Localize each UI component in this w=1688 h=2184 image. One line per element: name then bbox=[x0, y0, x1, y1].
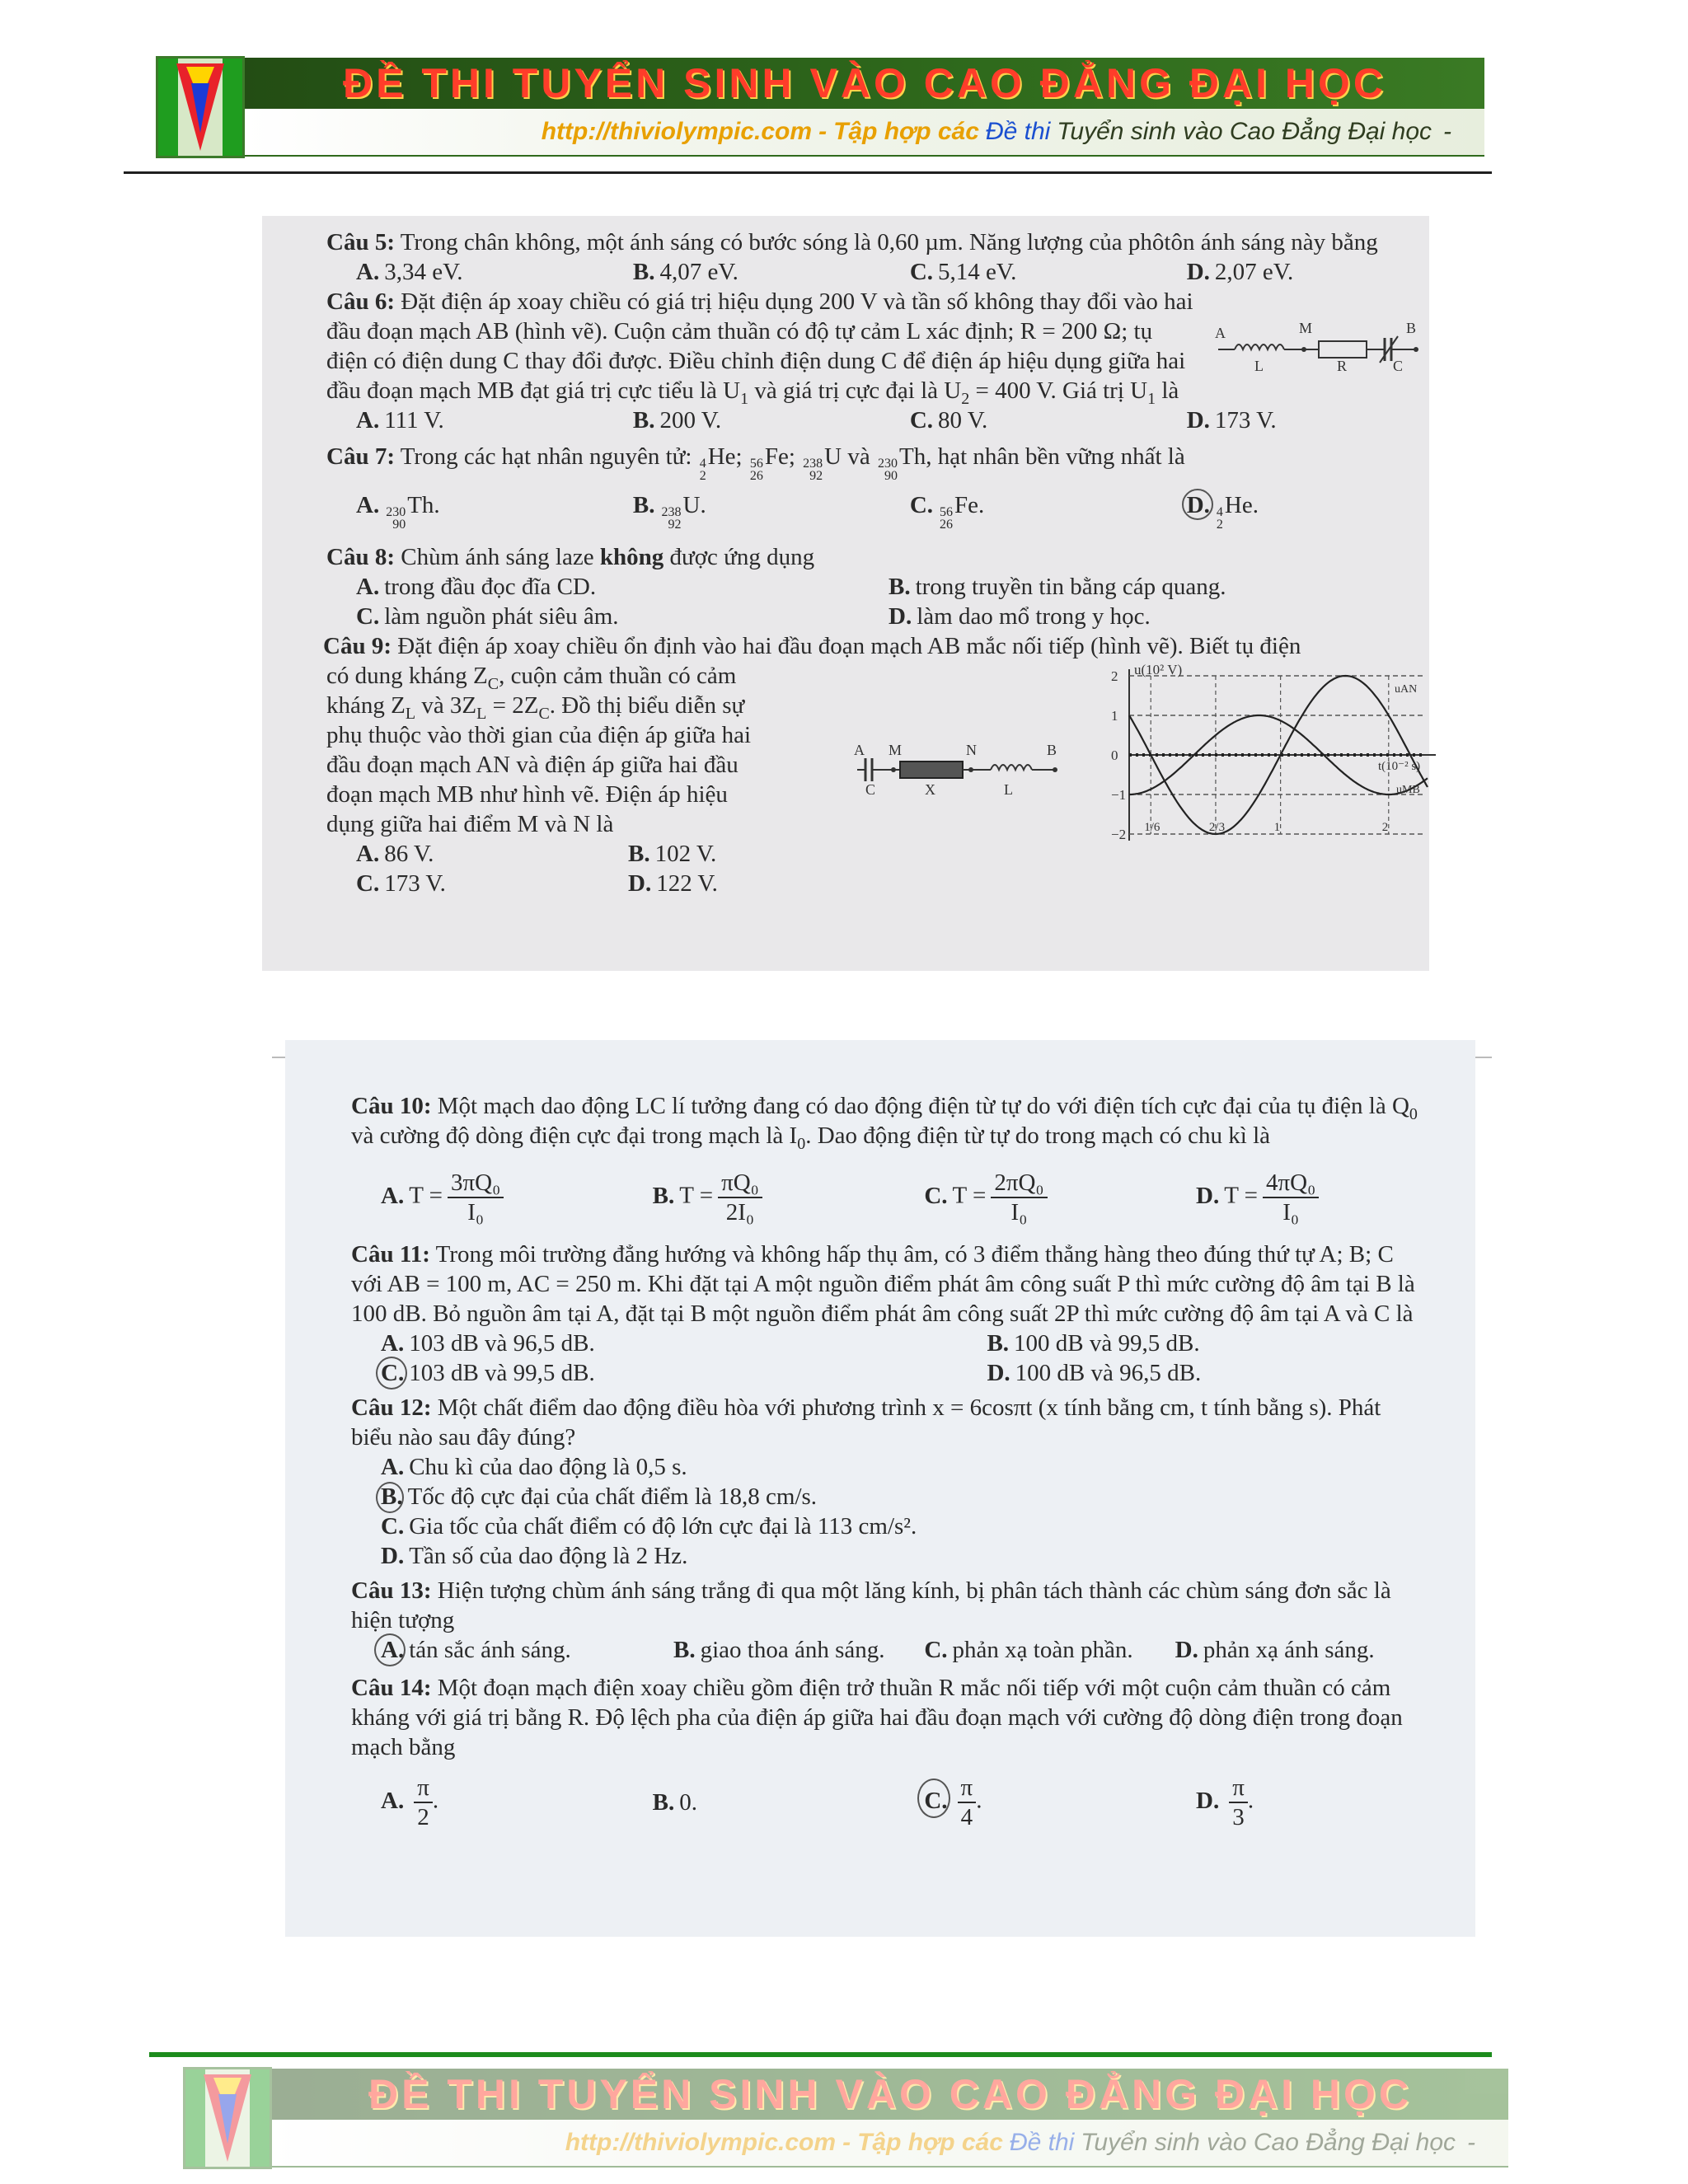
svg-text:R: R bbox=[1337, 358, 1348, 374]
site-url-link[interactable]: http://thiviolympic.com bbox=[541, 118, 813, 145]
question-8-options-row1 bbox=[326, 572, 1421, 602]
option-d[interactable]: D. 173 V. bbox=[1186, 407, 1277, 434]
option-b[interactable]: B. giao thoa ánh sáng. bbox=[673, 1637, 885, 1663]
option-b[interactable]: B. trong truyền tin bằng cáp quang. bbox=[889, 574, 1226, 600]
option-a[interactable]: A. trong đầu đọc đĩa CD. bbox=[356, 574, 597, 600]
option-b[interactable]: B. T = $\frac{\text{πQ₀}}{\text{2I₀}}$ bbox=[653, 1169, 925, 1226]
footer-title: ĐỀ THI TUYỂN SINH VÀO CAO ĐẲNG ĐẠI HỌC bbox=[272, 2069, 1508, 2120]
option-a[interactable]: A. 111 V. bbox=[356, 407, 444, 434]
svg-text:L: L bbox=[1004, 781, 1013, 798]
option-a[interactable]: A. 86 V. bbox=[356, 841, 434, 867]
x-tick-label: 2 bbox=[1381, 821, 1389, 834]
y-tick-label: 2 bbox=[1111, 668, 1118, 684]
option-d[interactable]: D. làm dao mổ trong y học. bbox=[889, 603, 1151, 630]
y-tick-label: −2 bbox=[1111, 827, 1127, 842]
question-8: Câu 8: Chùm ánh sáng laze không được ứng dụng A. trong đầu đọc đĩa CD. B. trong truyền tin bằng cáp quang. C. làm nguồn phát siêu âm. D. làm dao mổ trong y học. bbox=[326, 542, 1421, 631]
question-9-text: có dung kháng $Z_C$, cuộn cảm thuần có cảm kháng $Z_L$ và $3Z_L = 2Z_C$. Đồ thị biểu diễn sự phụ thuộc vào thời gian của điện áp giữa hai đầu đoạn mạch AN và điện áp giữa hai đầu đoạn mạch MB như hình vẽ. Điện áp hiệu dụng giữa hai điểm M và N là bbox=[326, 663, 752, 837]
voltage-time-graph bbox=[1098, 661, 1444, 859]
footer-subtitle: http://thiviolympic.com - Tập hợp các Đề thi Tuyển sinh vào Cao Đẳng Đại học - bbox=[272, 2120, 1508, 2168]
question-8-options-row2 bbox=[326, 602, 1421, 631]
option-b[interactable]: B. 200 V. bbox=[632, 407, 722, 434]
svg-text:L: L bbox=[1254, 358, 1264, 374]
question-9-options-row1 bbox=[326, 839, 851, 869]
question-13: Câu 13: Hiện tượng chùm ánh sáng trắng đi qua một lăng kính, bị phân tách thành các chùm sáng đơn sắc là hiện tượng A. tán sắc ánh sáng. B. giao thoa ánh sáng. C. phản xạ toàn phần. D. phản xạ ánh sáng. bbox=[351, 1576, 1426, 1665]
option-c[interactable]: C. 80 V. bbox=[909, 407, 988, 434]
svg-text:M: M bbox=[889, 742, 903, 758]
footer-url-link[interactable]: http://thiviolympic.com bbox=[565, 2129, 837, 2156]
footer-logo bbox=[183, 2067, 272, 2169]
option-a[interactable]: A. Chu kì của dao động là 0,5 s. bbox=[381, 1454, 687, 1480]
y-tick-label: 0 bbox=[1111, 748, 1118, 763]
question-9-options-row2 bbox=[326, 869, 851, 898]
answer-mark bbox=[376, 1357, 407, 1390]
answer-mark bbox=[374, 1633, 406, 1666]
question-14: Câu 14: Một đoạn mạch điện xoay chiều gồm điện trở thuần R mắc nối tiếp với một cuộn cảm thuần có cảm kháng với giá trị bằng R. Độ lệch pha của điện áp giữa hai đầu đoạn mạch với cường độ dòng điện trong đoạn mạch bằng A. $\frac{\pi}{2}$ . B. 0. C. $\frac{\pi}{4}$ . D. $\frac{\pi}{3}$ . bbox=[351, 1673, 1426, 1831]
option-c[interactable]: C. 173 V. bbox=[356, 870, 446, 897]
option-b[interactable]: B. 4,07 eV. bbox=[632, 259, 738, 285]
question-5: Câu 5: Trong chân không, một ánh sáng có bước sóng là 0,60 µm. Năng lượng của phôtôn ánh sáng này bằng A. 3,34 eV. B. 4,07 eV. C. 5,14 eV. D. 2,07 eV. bbox=[326, 227, 1421, 287]
svg-text:C: C bbox=[1393, 358, 1404, 374]
x-axis-label: t(10⁻² s) bbox=[1378, 760, 1421, 773]
question-7-options bbox=[326, 490, 1421, 531]
option-d[interactable]: D. phản xạ ánh sáng. bbox=[1175, 1637, 1375, 1663]
option-b[interactable]: B. 0. bbox=[652, 1789, 698, 1816]
option-a[interactable]: A. T = $\frac{\text{3πQ₀}}{\text{I₀}}$ bbox=[381, 1169, 653, 1226]
banner-title: ĐỀ THI TUYỂN SINH VÀO CAO ĐẲNG ĐẠI HỌC bbox=[245, 58, 1484, 109]
svg-text:C: C bbox=[865, 781, 876, 798]
series-label-uAN: uAN bbox=[1395, 683, 1418, 696]
option-c[interactable]: C. phản xạ toàn phần. bbox=[924, 1637, 1133, 1663]
option-a[interactable]: A. 103 dB và 96,5 dB. bbox=[381, 1330, 595, 1357]
question-10: Câu 10: Một mạch dao động LC lí tưởng đang có dao động điện từ tự do với điện tích cực đại của tụ điện là $Q_0$ và cường độ dòng điện cực đại trong mạch là $I_0$. Dao động điện từ tự do trong mạch có chu kì là A. T = $\frac{\text{3πQ₀}}{\text{I₀}}$ B. T = $\frac{\text{πQ₀}}{\text{2I₀}}$ C. T = $\frac{\text{2πQ₀}}{\text{I₀}}$ D. T = $\frac{\text{4πQ₀}}{\text{I₀}}$ bbox=[351, 1091, 1426, 1226]
question-12: Câu 12: Một chất điểm dao động điều hòa với phương trình x = 6cosπt (x tính bằng cm, t tính bằng s). Phát biểu nào sau đây đúng? A. Chu kì của dao động là 0,5 s. B. Tốc độ cực đại của chất điểm là 18,8 cm/s. C. Gia tốc của chất điểm có độ lớn cực đại là 113 cm/s². D. Tần số của dao động là 2 Hz. bbox=[351, 1393, 1426, 1571]
option-a[interactable]: A. tán sắc ánh sáng. bbox=[381, 1635, 673, 1665]
option-d[interactable]: D. T = $\frac{\text{4πQ₀}}{\text{I₀}}$ bbox=[1196, 1169, 1468, 1226]
option-a[interactable]: A. 3,34 eV. bbox=[356, 259, 463, 285]
option-a[interactable]: A. 230 90 Th. bbox=[356, 492, 440, 532]
circuit-diagram-q6 bbox=[1215, 320, 1421, 386]
site-logo bbox=[156, 56, 245, 158]
series-label-uMB: uMB bbox=[1396, 784, 1420, 796]
question-6-options bbox=[326, 405, 1421, 435]
option-a[interactable]: A. $\frac{\pi}{2}$ . bbox=[381, 1774, 439, 1830]
svg-text:B: B bbox=[1047, 742, 1057, 758]
question-11: Câu 11: Trong môi trường đẳng hướng và không hấp thụ âm, có 3 điểm thẳng hàng theo đúng thứ tự A; B; C với AB = 100 m, AC = 250 m. Khi đặt tại A một nguồn điểm phát âm công suất P thì mức cường độ âm tại B là 100 dB. Bỏ nguồn âm tại A, đặt tại B một nguồn điểm phát âm công suất 2P thì mức cường độ âm tại A và C là A. 103 dB và 96,5 dB. B. 100 dB và 99,5 dB. C. 103 dB và 99,5 dB. D. 100 dB và 96,5 dB. bbox=[351, 1240, 1426, 1388]
option-d[interactable]: D. 122 V. bbox=[628, 870, 718, 897]
svg-text:N: N bbox=[966, 742, 977, 758]
svg-text:B: B bbox=[1406, 320, 1417, 336]
option-b[interactable]: B. 102 V. bbox=[628, 841, 717, 867]
scanned-page-2 bbox=[285, 1040, 1475, 1937]
option-c[interactable]: C. 56 26 Fe. bbox=[909, 492, 985, 532]
banner-subtitle: http://thiviolympic.com - Tập hợp các Đề thi Tuyển sinh vào Cao Đẳng Đại học - bbox=[245, 109, 1484, 157]
question-13-options bbox=[351, 1635, 1426, 1665]
header-banner bbox=[149, 49, 1484, 165]
svg-text:X: X bbox=[925, 781, 935, 798]
option-c[interactable]: C. 5,14 eV. bbox=[909, 259, 1017, 285]
footer-divider bbox=[149, 2052, 1492, 2057]
y-tick-label: 1 bbox=[1111, 708, 1118, 724]
answer-mark bbox=[1182, 489, 1213, 520]
question-5-options bbox=[326, 257, 1421, 287]
x-tick-label: 1 bbox=[1273, 821, 1281, 834]
option-b[interactable]: B. 238 92 U. bbox=[632, 492, 706, 532]
footer-banner bbox=[176, 2060, 1508, 2176]
circuit-diagram-q9 bbox=[854, 730, 1068, 813]
option-d[interactable]: D. 2,07 eV. bbox=[1186, 259, 1294, 285]
question-11-options-row1 bbox=[351, 1329, 1426, 1358]
svg-text:M: M bbox=[1299, 320, 1313, 336]
x-tick-label: 2/3 bbox=[1208, 821, 1226, 834]
option-c[interactable]: C. T = $\frac{\text{2πQ₀}}{\text{I₀}}$ bbox=[924, 1169, 1196, 1226]
x-tick-label: 1/6 bbox=[1144, 821, 1160, 834]
question-11-options-row2 bbox=[351, 1358, 1426, 1388]
option-d[interactable]: D. $\frac{\pi}{3}$ . bbox=[1196, 1774, 1254, 1830]
header-divider bbox=[124, 171, 1492, 174]
option-b[interactable]: B. 100 dB và 99,5 dB. bbox=[987, 1330, 1200, 1357]
option-d[interactable]: D. Tần số của dao động là 2 Hz. bbox=[381, 1543, 688, 1569]
svg-text:A: A bbox=[854, 742, 865, 758]
question-12-options bbox=[351, 1452, 1426, 1571]
option-c[interactable]: C. làm nguồn phát siêu âm. bbox=[356, 603, 619, 630]
question-10-options bbox=[351, 1169, 1426, 1226]
question-7: Câu 7: Trong các hạt nhân nguyên tử: 4 2 He; 56 26 Fe; 238 92 U và 230 90 Th, hạt nhân bền vững nhất là A. 230 90 Th. B. 238 92 U. C. 56 26 Fe. D. 4 2 He. bbox=[326, 442, 1421, 531]
option-d[interactable]: D. 100 dB và 96,5 dB. bbox=[987, 1360, 1202, 1386]
option-c[interactable]: C. Gia tốc của chất điểm có độ lớn cực đại là 113 cm/s². bbox=[381, 1513, 917, 1540]
scanned-page-1 bbox=[262, 216, 1429, 971]
option-b[interactable]: B. Tốc độ cực đại của chất điểm là 18,8 cm/s. bbox=[381, 1482, 1426, 1511]
option-d[interactable]: D. 4 2 He. bbox=[1187, 490, 1464, 531]
y-tick-label: −1 bbox=[1111, 787, 1127, 803]
option-c[interactable]: C. 103 dB và 99,5 dB. bbox=[381, 1358, 987, 1388]
question-6: Câu 6: Đặt điện áp xoay chiều có giá trị hiệu dụng 200 V và tần số không thay đổi vào hai đầu đoạn mạch AB (hình vẽ). Cuộn cảm thuần có độ tự cảm L xác định; R = 200 Ω; tụ điện có điện dung C thay đổi được. Điều chỉnh điện dung C để điện áp hiệu dụng giữa hai đầu đoạn mạch MB đạt giá trị cực tiểu là $U_1$ và giá trị cực đại là $U_2 = 400$ V. Giá trị $U_1$ là A M B L R C A. 111 V. B. 200 V. C. 80 V. D. 173 V. bbox=[326, 287, 1421, 435]
svg-text:A: A bbox=[1215, 325, 1226, 341]
y-axis-label: u(10² V) bbox=[1134, 662, 1183, 677]
answer-mark bbox=[376, 1482, 404, 1513]
question-14-options bbox=[351, 1774, 1426, 1831]
option-c[interactable]: C. $\frac{\pi}{4}$ . bbox=[924, 1774, 1196, 1831]
question-9: Câu 9: Đặt điện áp xoay chiều ổn định vào hai đầu đoạn mạch AB mắc nối tiếp (hình vẽ). Biết tụ điện có dung kháng $Z_C$, cuộn cảm thuần có cảm kháng $Z_L$ và $3Z_L = 2Z_C$. Đồ thị biểu diễn sự phụ thuộc vào thời gian của điện áp giữa hai đầu đoạn mạch AN và điện áp giữa hai đầu đoạn mạch MB như hình vẽ. Điện áp hiệu dụng giữa hai điểm M và N là A. 86 V. B. 102 V. C. 173 V. D. 122 V. A M N B C X L 2 1 0 −1 −2 1/6 2/3 1 2 u(10² V) t(10⁻² s) uAN uMB bbox=[326, 631, 1421, 898]
